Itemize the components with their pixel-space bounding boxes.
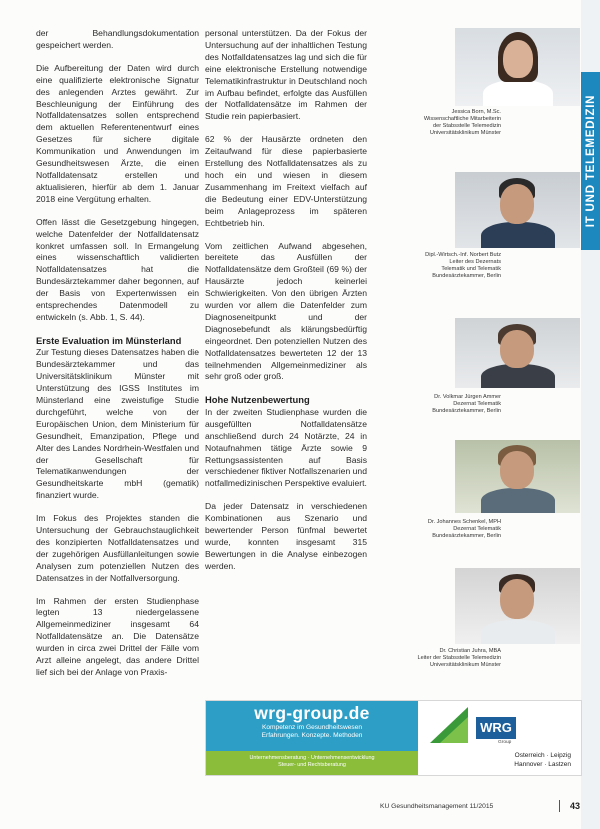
author-caption [377, 519, 501, 540]
author-affiliation: Bundesärztekammer, Berlin [432, 533, 501, 539]
ad-services [206, 751, 418, 775]
footer-divider [559, 800, 560, 812]
wrg-logo: WRG [476, 717, 516, 739]
author-affiliation: Universitätsklinikum Münster [429, 130, 501, 136]
author-role: Telematik und Telematik [441, 266, 501, 272]
author-role: Dezernat Telematik [453, 526, 501, 532]
article-column-1 [36, 28, 199, 690]
author-photo [455, 28, 580, 106]
ad-subtitle-line: Kompetenz im Gesundheitswesen [261, 724, 363, 731]
ad-header [206, 701, 418, 751]
wrg-logo-group: Group [498, 740, 512, 745]
author-name: Dr. Christian Juhra, MBA [439, 648, 501, 654]
author-caption [377, 252, 501, 280]
section-heading: Hohe Nutzenbewertung [205, 394, 310, 406]
ad-location-line: Hannover · Lastzen [514, 760, 571, 768]
author-photo [455, 568, 580, 644]
ad-service-line: Unternehmensberatung · Unternehmensentwicklung [249, 755, 375, 761]
paragraph: Im Rahmen der ersten Studienphase legten 13 niedergelassene Allgemeinmediziner insgesamt 64 Notfalldatensätze an. Die Datensätze wurden in circa zwei Drittel der Fälle vom Arzt alleine angelegt, das andere Drittel lief sich bei der Anlage von Praxis- [36, 595, 199, 677]
author-role: Leiter der Stabsstelle Telemedizin [417, 655, 501, 661]
section-tab [581, 72, 600, 250]
author-name: Dr. Volkmar Jürgen Ammer [434, 394, 501, 400]
author-role: Leiter des Dezernats [449, 259, 501, 265]
author-affiliation: Universitätsklinikum Münster [429, 662, 501, 668]
author-affiliation: Bundesärztekammer, Berlin [432, 273, 501, 279]
wrg-logo-mark-icon [428, 705, 476, 745]
paragraph: 62 % der Hausärzte ordneten den Zeitaufwand für diese papierbasierte Erstellung des Notfalldatensatzes als zu hoch ein und wiesen in diesem Zusammenhang im Freitext vielfach auf die Bedeutung einer EDV-Unterstützung beim Anlageprozess im späteren Echtbetrieb hin. [205, 134, 367, 228]
author-card [375, 318, 580, 415]
ad-location-line: Osterreich · Leipzig [514, 752, 571, 759]
author-photo [455, 318, 580, 388]
paragraph: Im Fokus des Projektes standen die Untersuchung der Gebrauchstauglichkeit des konzipierten Notfalldatensatzes und der zugehörigen Ausfüllanleitungen sowie Analysen zum potenziellen Nutzen des Datensatzes in der Notfallversorgung. [36, 513, 199, 583]
author-card [375, 568, 580, 669]
ad-service-line: Steuer- und Rechtsberatung [278, 762, 346, 769]
paragraph: personal unterstützen. Da der Fokus der Untersuchung auf der inhaltlichen Testung des Notfalldatensatzes lag und sich die für eine elektronische Erstellung notwendige Telematikinfrastruktur in Deutschland noch im Aufbau befindet, erfolgte das Ausfüllen der Notfalldatensätze im Rahmen der Studie rein papierbasiert. [205, 28, 367, 122]
section-heading: Erste Evaluation im Münsterland [36, 334, 182, 346]
author-affiliation: Bundesärztekammer, Berlin [432, 408, 501, 414]
author-caption [377, 109, 501, 137]
author-caption [377, 648, 501, 669]
ad-subtitle-line: Erfahrungen. Konzepte. Methoden [261, 732, 363, 740]
author-name: Dipl.-Wirtsch.-Inf. Norbert Butz [425, 252, 501, 258]
author-card [375, 172, 580, 280]
author-photo [455, 172, 580, 248]
ad-title: wrg-group.de [254, 703, 370, 723]
page-number: 43 [570, 801, 581, 811]
journal-footer: KU Gesundheitsmanagement 11/2015 [380, 803, 494, 810]
section-tab-label: IT UND TELEMEDIZIN [584, 94, 597, 228]
ad-subtitle [206, 724, 418, 741]
author-name: Jessica Born, M.Sc. [451, 109, 501, 115]
author-card [375, 440, 580, 540]
paragraph: der Behandlungsdokumentation gespeichert werden. [36, 28, 199, 50]
paragraph: Da jeder Datensatz in verschiedenen Kombinationen aus Szenario und bewertender Person fünfmal bewertet wurde, konnten insgesamt 315 Bewertungen in die Analyse einbezogen werden. [205, 501, 367, 571]
author-caption [377, 394, 501, 415]
paragraph: In der zweiten Studienphase wurden die ausgefüllten Notfalldatensätze anschließend durch 24 Notärzte, 24 in Notaufnahmen tätige Ärzte sowie 9 Rettungsassistenten auf Basis verschiedener fiktiver Notfallszenarien und notfallmedizinischen Perspektive evaluiert. [205, 406, 367, 489]
author-role: der Stabsstelle Telemedizin [433, 123, 501, 129]
author-role: Wissenschaftliche Mitarbeiterin [423, 116, 501, 122]
advertisement[interactable] [205, 700, 582, 776]
author-card [375, 28, 580, 137]
paragraph: Offen lässt die Gesetzgebung hingegen, welche Datenfelder der Notfalldatensatz konkret umfassen soll. In Ermangelung eines wissenschaftlich validierten Notfalldatensatzes hat die Bundesärztekammer daher begonnen, auf der Basis von Expertenwissen ein entsprechendes Datenmodell zu entwickeln (s. Abb. 1, S. 44). [36, 216, 199, 322]
author-name: Dr. Johannes Schenkel, MPH [427, 519, 501, 525]
article-column-2 [205, 28, 367, 584]
ad-locations [436, 752, 571, 769]
author-photo [455, 440, 580, 513]
paragraph: Die Aufbereitung der Daten wird durch eine qualifizierte elektronische Signatur des anlegenden Arztes gewährt. Zur Beschleunigung der Einführung des Notfalldatensatzes sollen entsprechend dem aktuellen Referentenentwurf eines Gesetzes für sichere digitale Kommunikation und Anwendungen im Gesundheitswesen Ärzte, die einen Notfalldatensatz erstellen und aktualisieren, hierfür ab dem 1. Januar 2018 eine Vergütung erhalten. [36, 62, 199, 204]
author-role: Dezernat Telematik [453, 401, 501, 407]
paragraph: Vom zeitlichen Aufwand abgesehen, bereitete das Ausfüllen der Notfalldatensätze dem Großteil (69 %) der Hausärzte jedoch keinerlei Schwierigkeiten. Von den übrigen Ärzten wurden vor allem die Datenfelder zum Diagnoseneitpunkt und der Diagnosebefundt als klärungsbedürftig eingeordnet. Den potenziellen Nutzen des Notfalldatensatzes bewerteten 12 der 13 teilnehmenden Allgemeinmediziner als sehr groß oder groß. [205, 240, 367, 382]
paragraph: Zur Testung dieses Datensatzes haben die Bundesärztekammer und das Universitätsklinikum Münster mit Unterstützung des IGSS Institutes im Münsterland eine zweistufige Studie durchgeführt, welche von der Europäischen Union, dem Ministerium für Gesundheit, Emanzipation, Pflege und Alter des Landes Nordrhein-Westfalen und der Gesellschaft für Telematikanwendungen der Gesundheitskarte mbH (gematik) finanziert wurde. [36, 347, 199, 501]
